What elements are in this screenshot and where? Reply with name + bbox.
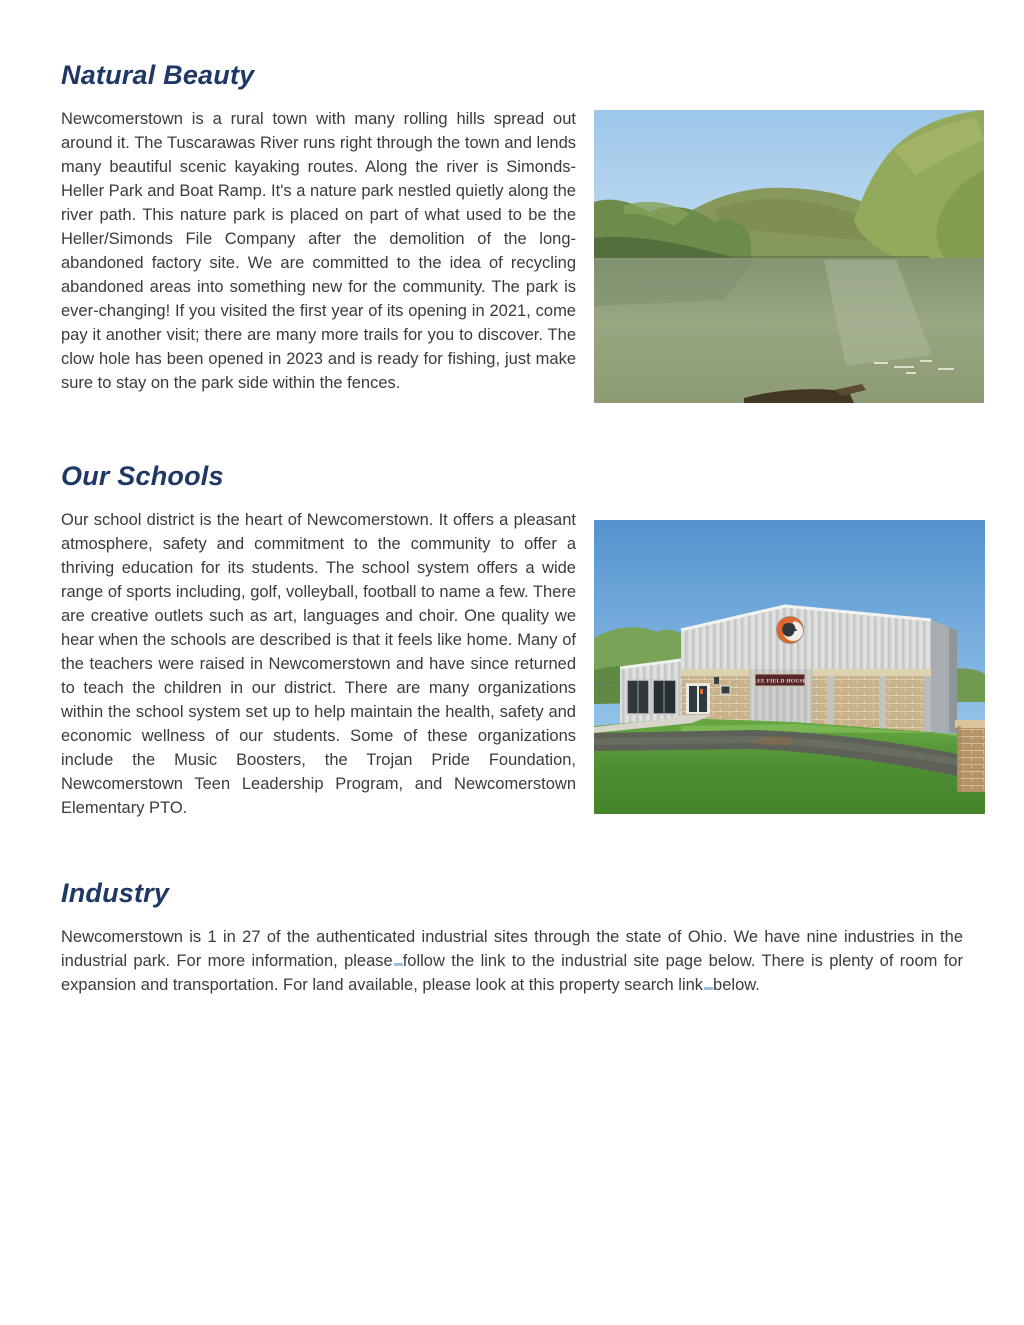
natural-beauty-heading: Natural Beauty [61, 60, 255, 90]
industry-text-part3: below. [713, 976, 760, 995]
school-photo [594, 520, 985, 814]
our-schools-heading: Our Schools [61, 461, 224, 492]
river-photo [594, 110, 984, 403]
industry-paragraph [61, 925, 963, 997]
section-our-schools [61, 461, 963, 820]
trojan-logo-icon [777, 617, 804, 644]
industrial-site-link-underline-mark[interactable] [394, 963, 403, 966]
industry-text-part1: Newcomerstown is 1 in 27 of the authenticated industrial sites through the state of Ohio. We have nine industries in the industrial park. For more information, please [61, 928, 963, 971]
lee-field-house-sign [753, 674, 806, 686]
lee-field-house-sign-text: LEE FIELD HOUSE [753, 678, 807, 685]
our-schools-paragraph: Our school district is the heart of Newcomerstown. It offers a pleasant atmosphere, safety and commitment to the community to offer a thriving education for its students. The school system offers a wide range of sports including, golf, volleyball, football to name a few. There are creative outlets such as art, languages and choir. One quality we hear when the schools are described is that it feels like home. Many of the teachers were raised in Newcomerstown and have since returned to teach the children in our district. There are many organizations within the school system set up to help maintain the health, safety and economic wellness of our students. Some of these organizations include the Music Boosters, the Trojan Pride Foundation, Newcomerstown Teen Leadership Program, and Newcomerstown Elementary PTO. [61, 511, 576, 818]
section-industry [61, 878, 963, 997]
industry-heading: Industry [61, 878, 170, 909]
natural-beauty-paragraph: Newcomerstown is a rural town with many rolling hills spread out around it. The Tuscarawas River runs right through the town and lends many beautiful scenic kayaking routes. Along the river is Simonds-Heller Park and Boat Ramp. It's a nature park nestled quietly along the river path. This nature park is placed on part of what used to be the Heller/Simonds File Company after the demolition of the long-abandoned factory site. We are committed to the idea of recycling abandoned areas into something new for the community. The park is ever-changing! If you visited the first year of its opening in 2021, come pay it another visit; there are many more trails for you to discover. The clow hole has been opened in 2023 and is ready for fishing, just make sure to stay on the park side within the fences. [61, 110, 576, 393]
section-natural-beauty [61, 60, 963, 403]
industry-text-part2: follow the link to the industrial site page below. There is plenty of room for expansion and transportation. For land available, please look at this property search link [61, 952, 963, 995]
property-search-link-underline-mark[interactable] [704, 987, 713, 990]
